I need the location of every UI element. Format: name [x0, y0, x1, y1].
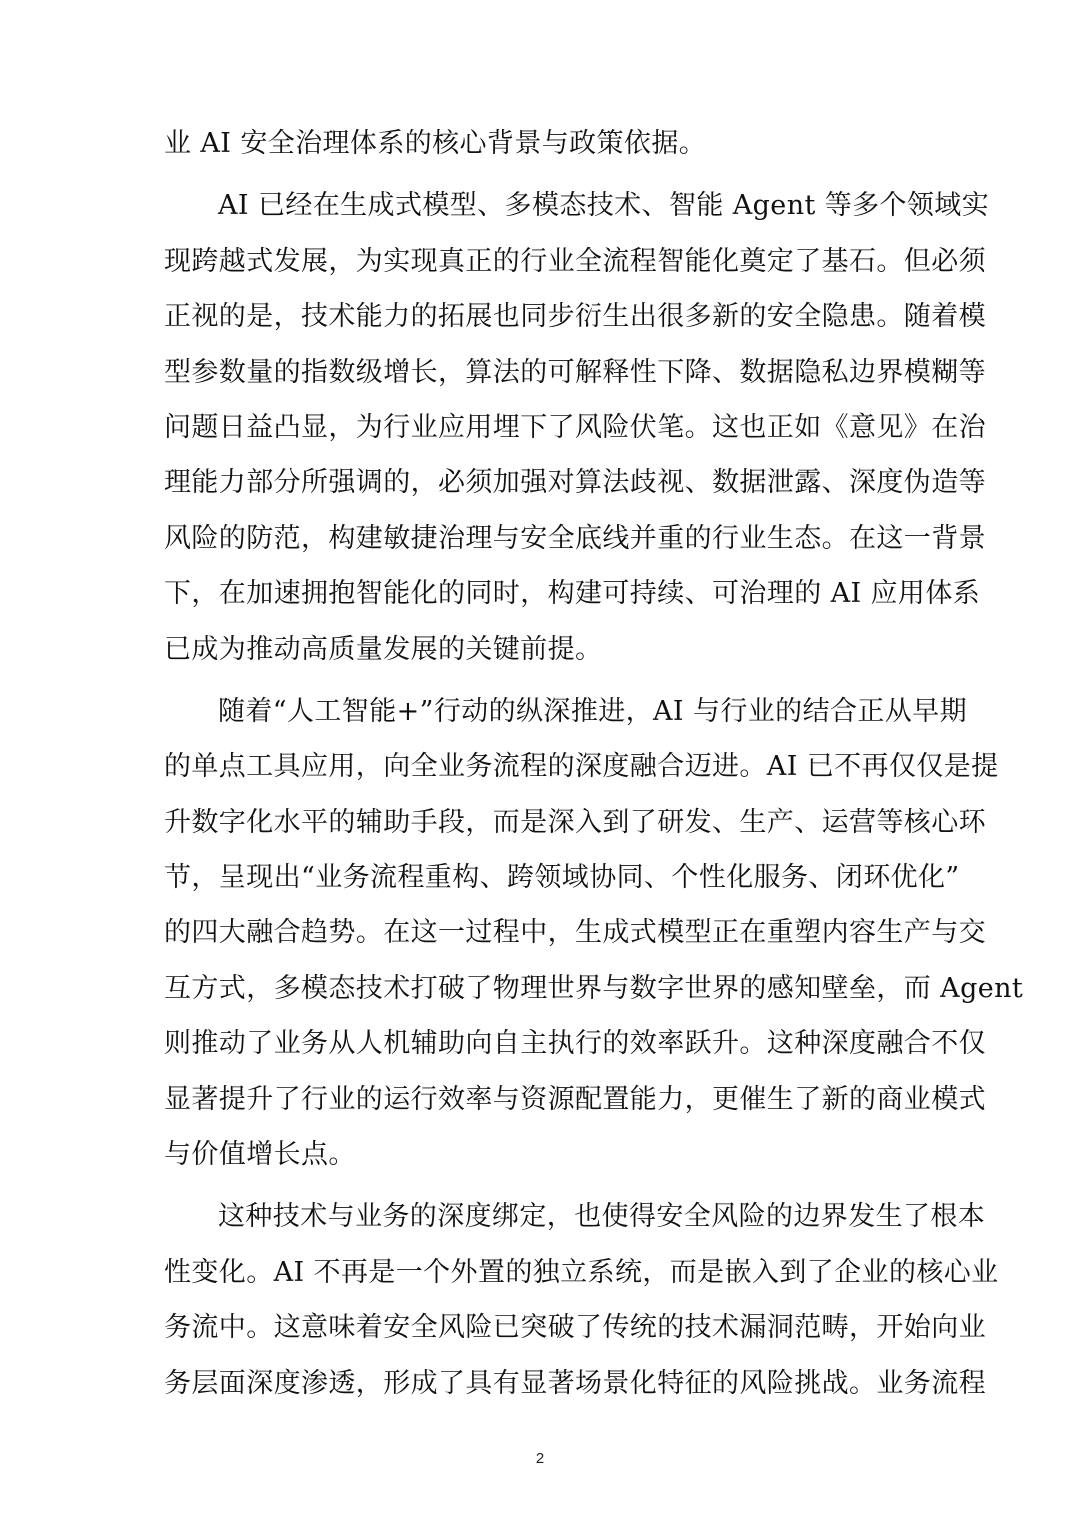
text-line: 显著提升了行业的运行效率与资源配置能力，更催生了新的商业模式: [164, 1083, 986, 1115]
text-line: 业 AI 安全治理体系的核心背景与政策依据。: [164, 128, 707, 159]
text-line: 型参数量的指数级增长，算法的可解释性下降、数据隐私边界模糊等: [164, 356, 986, 388]
body-text: [164, 116, 1024, 1411]
text-line: 的四大融合趋势。在这一过程中，生成式模型正在重塑内容生产与交: [164, 917, 986, 949]
text-line: 随着“人工智能+”行动的纵深推进，AI 与行业的结合正从早期: [218, 695, 967, 727]
text-line: 务流中。这意味着安全风险已突破了传统的技术漏洞范畴，开始向业: [164, 1312, 986, 1344]
text-line: 务层面深度渗透，形成了具有显著场景化特征的风险挑战。业务流程: [164, 1367, 986, 1399]
text-line: 现跨越式发展，为实现真正的行业全流程智能化奠定了基石。但必须: [164, 245, 986, 277]
text-line: 节，呈现出“业务流程重构、跨领域协同、个性化服务、闭环优化”: [164, 862, 960, 894]
text-line: 这种技术与业务的深度绑定，也使得安全风险的边界发生了根本: [218, 1201, 986, 1233]
text-line: 已成为推动高质量发展的关键前提。: [164, 633, 603, 665]
text-line: 正视的是，技术能力的拓展也同步衍生出很多新的安全隐患。随着模: [164, 301, 986, 333]
text-line: 问题日益凸显，为行业应用埋下了风险伏笔。这也正如《意见》在治: [164, 411, 986, 443]
text-line: 的单点工具应用，向全业务流程的深度融合迈进。AI 已不再仅仅是提: [164, 751, 999, 783]
text-line: 则推动了业务从人机辅助向自主执行的效率跃升。这种深度融合不仅: [164, 1028, 986, 1060]
text-line: 互方式，多模态技术打破了物理世界与数字世界的感知壁垒，而 Agent: [164, 972, 1024, 1004]
text-line: 性变化。AI 不再是一个外置的独立系统，而是嵌入到了企业的核心业: [164, 1256, 999, 1288]
page-number: 2: [535, 1450, 545, 1467]
text-line: 下，在加速拥抱智能化的同时，构建可持续、可治理的 AI 应用体系: [164, 578, 981, 610]
text-line: 与价值增长点。: [164, 1139, 356, 1171]
text-line: 风险的防范，构建敏捷治理与安全底线并重的行业生态。在这一背景: [164, 522, 986, 554]
text-line: 理能力部分所强调的，必须加强对算法歧视、数据泄露、深度伪造等: [164, 467, 986, 499]
text-line: 升数字化水平的辅助手段，而是深入到了研发、生产、运营等核心环: [164, 806, 986, 838]
text-line: AI 已经在生成式模型、多模态技术、智能 Agent 等多个领域实: [218, 190, 990, 222]
